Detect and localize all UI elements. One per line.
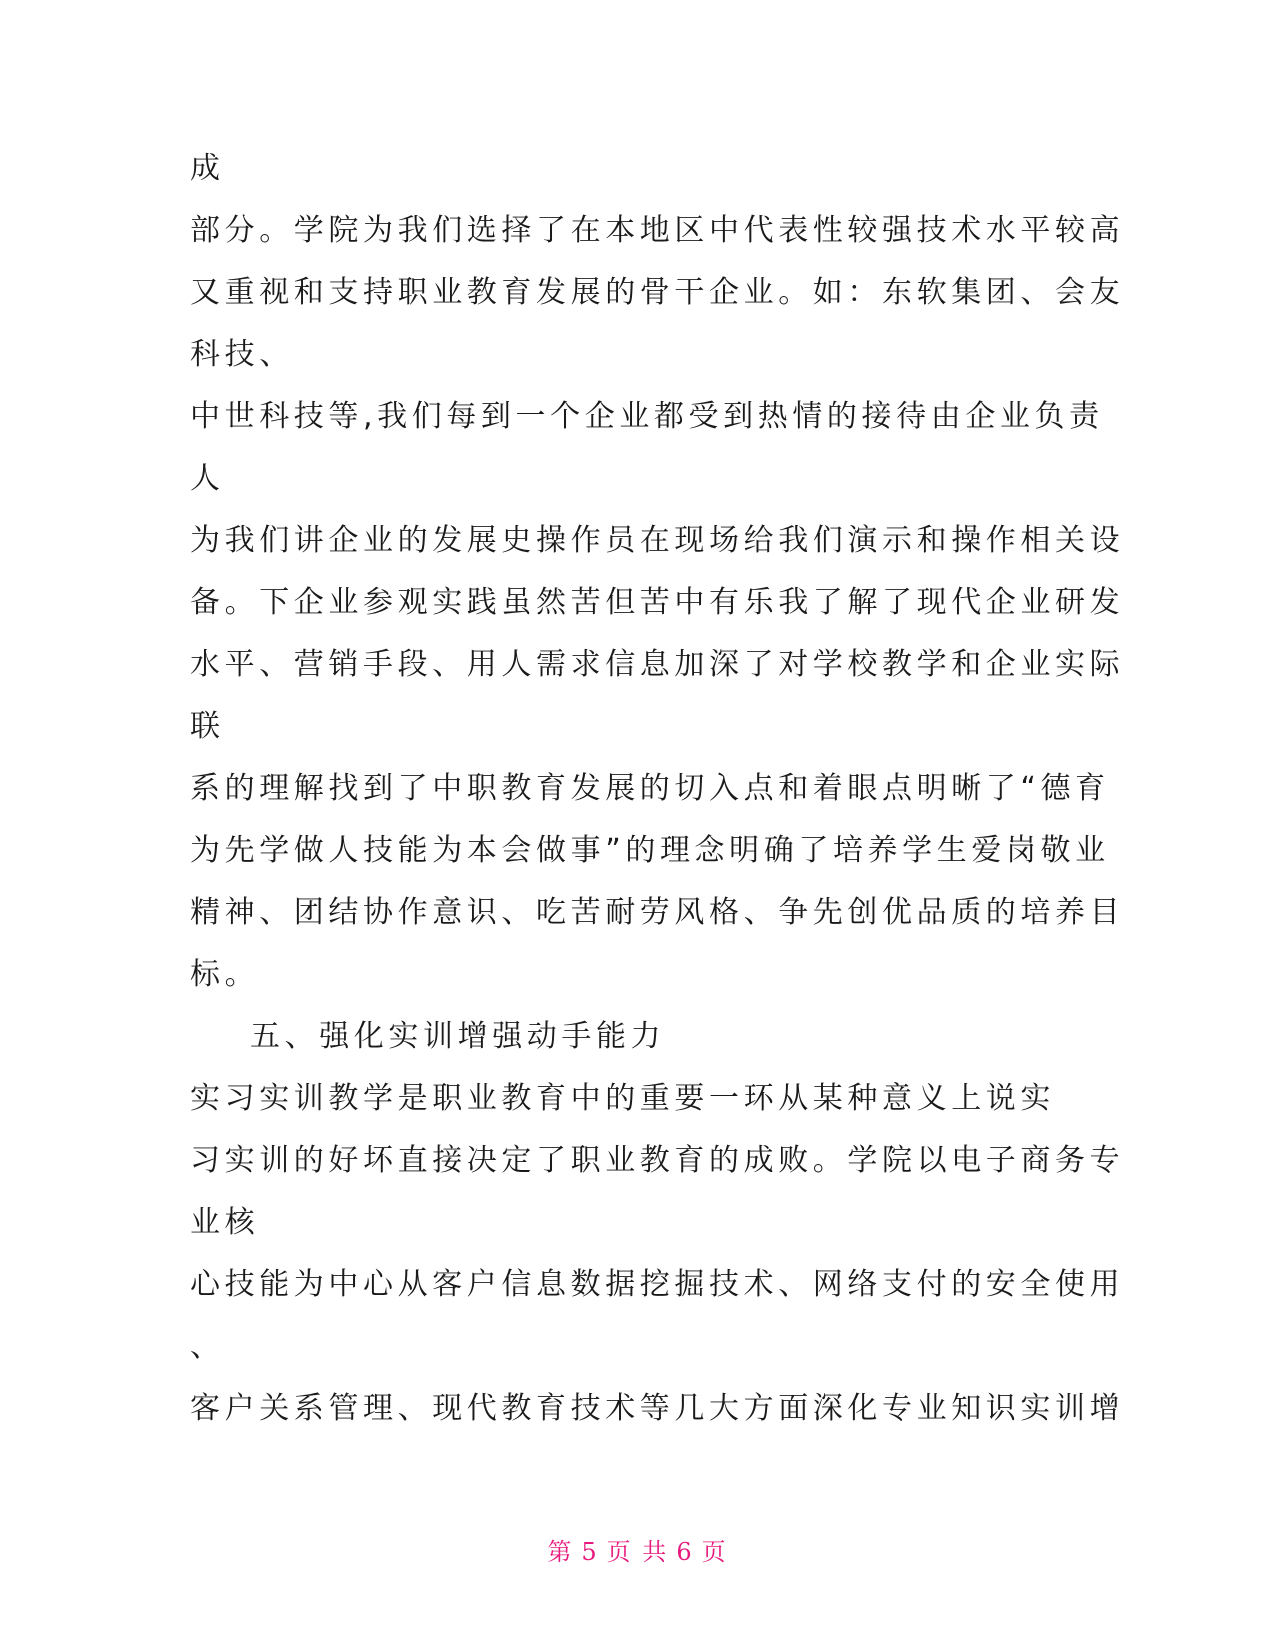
text-line: 人 <box>190 461 225 496</box>
total-pages-number: 6 <box>676 1538 694 1566</box>
page-number-footer <box>0 1532 1275 1567</box>
text-line: 又重视和支持职业教育发展的骨干企业。如：东软集团、会友 <box>190 275 1125 310</box>
current-page-number: 5 <box>581 1538 599 1566</box>
text-line: 习实训的好坏直接决定了职业教育的成败。学院以电子商务专 <box>190 1143 1125 1178</box>
page-label-suffix: 页 <box>701 1538 728 1566</box>
text-line: 科技、 <box>190 337 294 372</box>
text-line: 中世科技等,我们每到一个企业都受到热情的接待由企业负责 <box>190 399 1104 434</box>
body-text <box>190 138 1125 1440</box>
text-line: 业核 <box>190 1205 260 1240</box>
text-line: 水平、营销手段、用人需求信息加深了对学校教学和企业实际 <box>190 647 1125 682</box>
text-line: 为我们讲企业的发展史操作员在现场给我们演示和操作相关设 <box>190 523 1125 558</box>
section-heading: 五、强化实训增强动手能力 <box>250 1019 666 1054</box>
text-line: 备。下企业参观实践虽然苦但苦中有乐我了解了现代企业研发 <box>190 585 1125 620</box>
text-line: 心技能为中心从客户信息数据挖掘技术、网络支付的安全使用 <box>190 1267 1125 1302</box>
text-line: 、 <box>190 1329 225 1364</box>
text-line: 标。 <box>190 957 260 992</box>
text-line: 部分。学院为我们选择了在本地区中代表性较强技术水平较高 <box>190 213 1125 248</box>
text-line: 客户关系管理、现代教育技术等几大方面深化专业知识实训增 <box>190 1391 1125 1426</box>
text-line: 联 <box>190 709 225 744</box>
page-label-prefix: 第 <box>547 1538 574 1566</box>
text-line: 精神、团结协作意识、吃苦耐劳风格、争先创优品质的培养目 <box>190 895 1125 930</box>
text-line: 成 <box>190 151 225 186</box>
page-label-mid: 页 共 <box>606 1538 669 1566</box>
text-line: 为先学做人技能为本会做事”的理念明确了培养学生爱岗敬业 <box>190 833 1110 868</box>
text-line: 系的理解找到了中职教育发展的切入点和着眼点明晰了“德育 <box>190 771 1110 806</box>
text-line: 实习实训教学是职业教育中的重要一环从某种意义上说实 <box>190 1081 1055 1116</box>
